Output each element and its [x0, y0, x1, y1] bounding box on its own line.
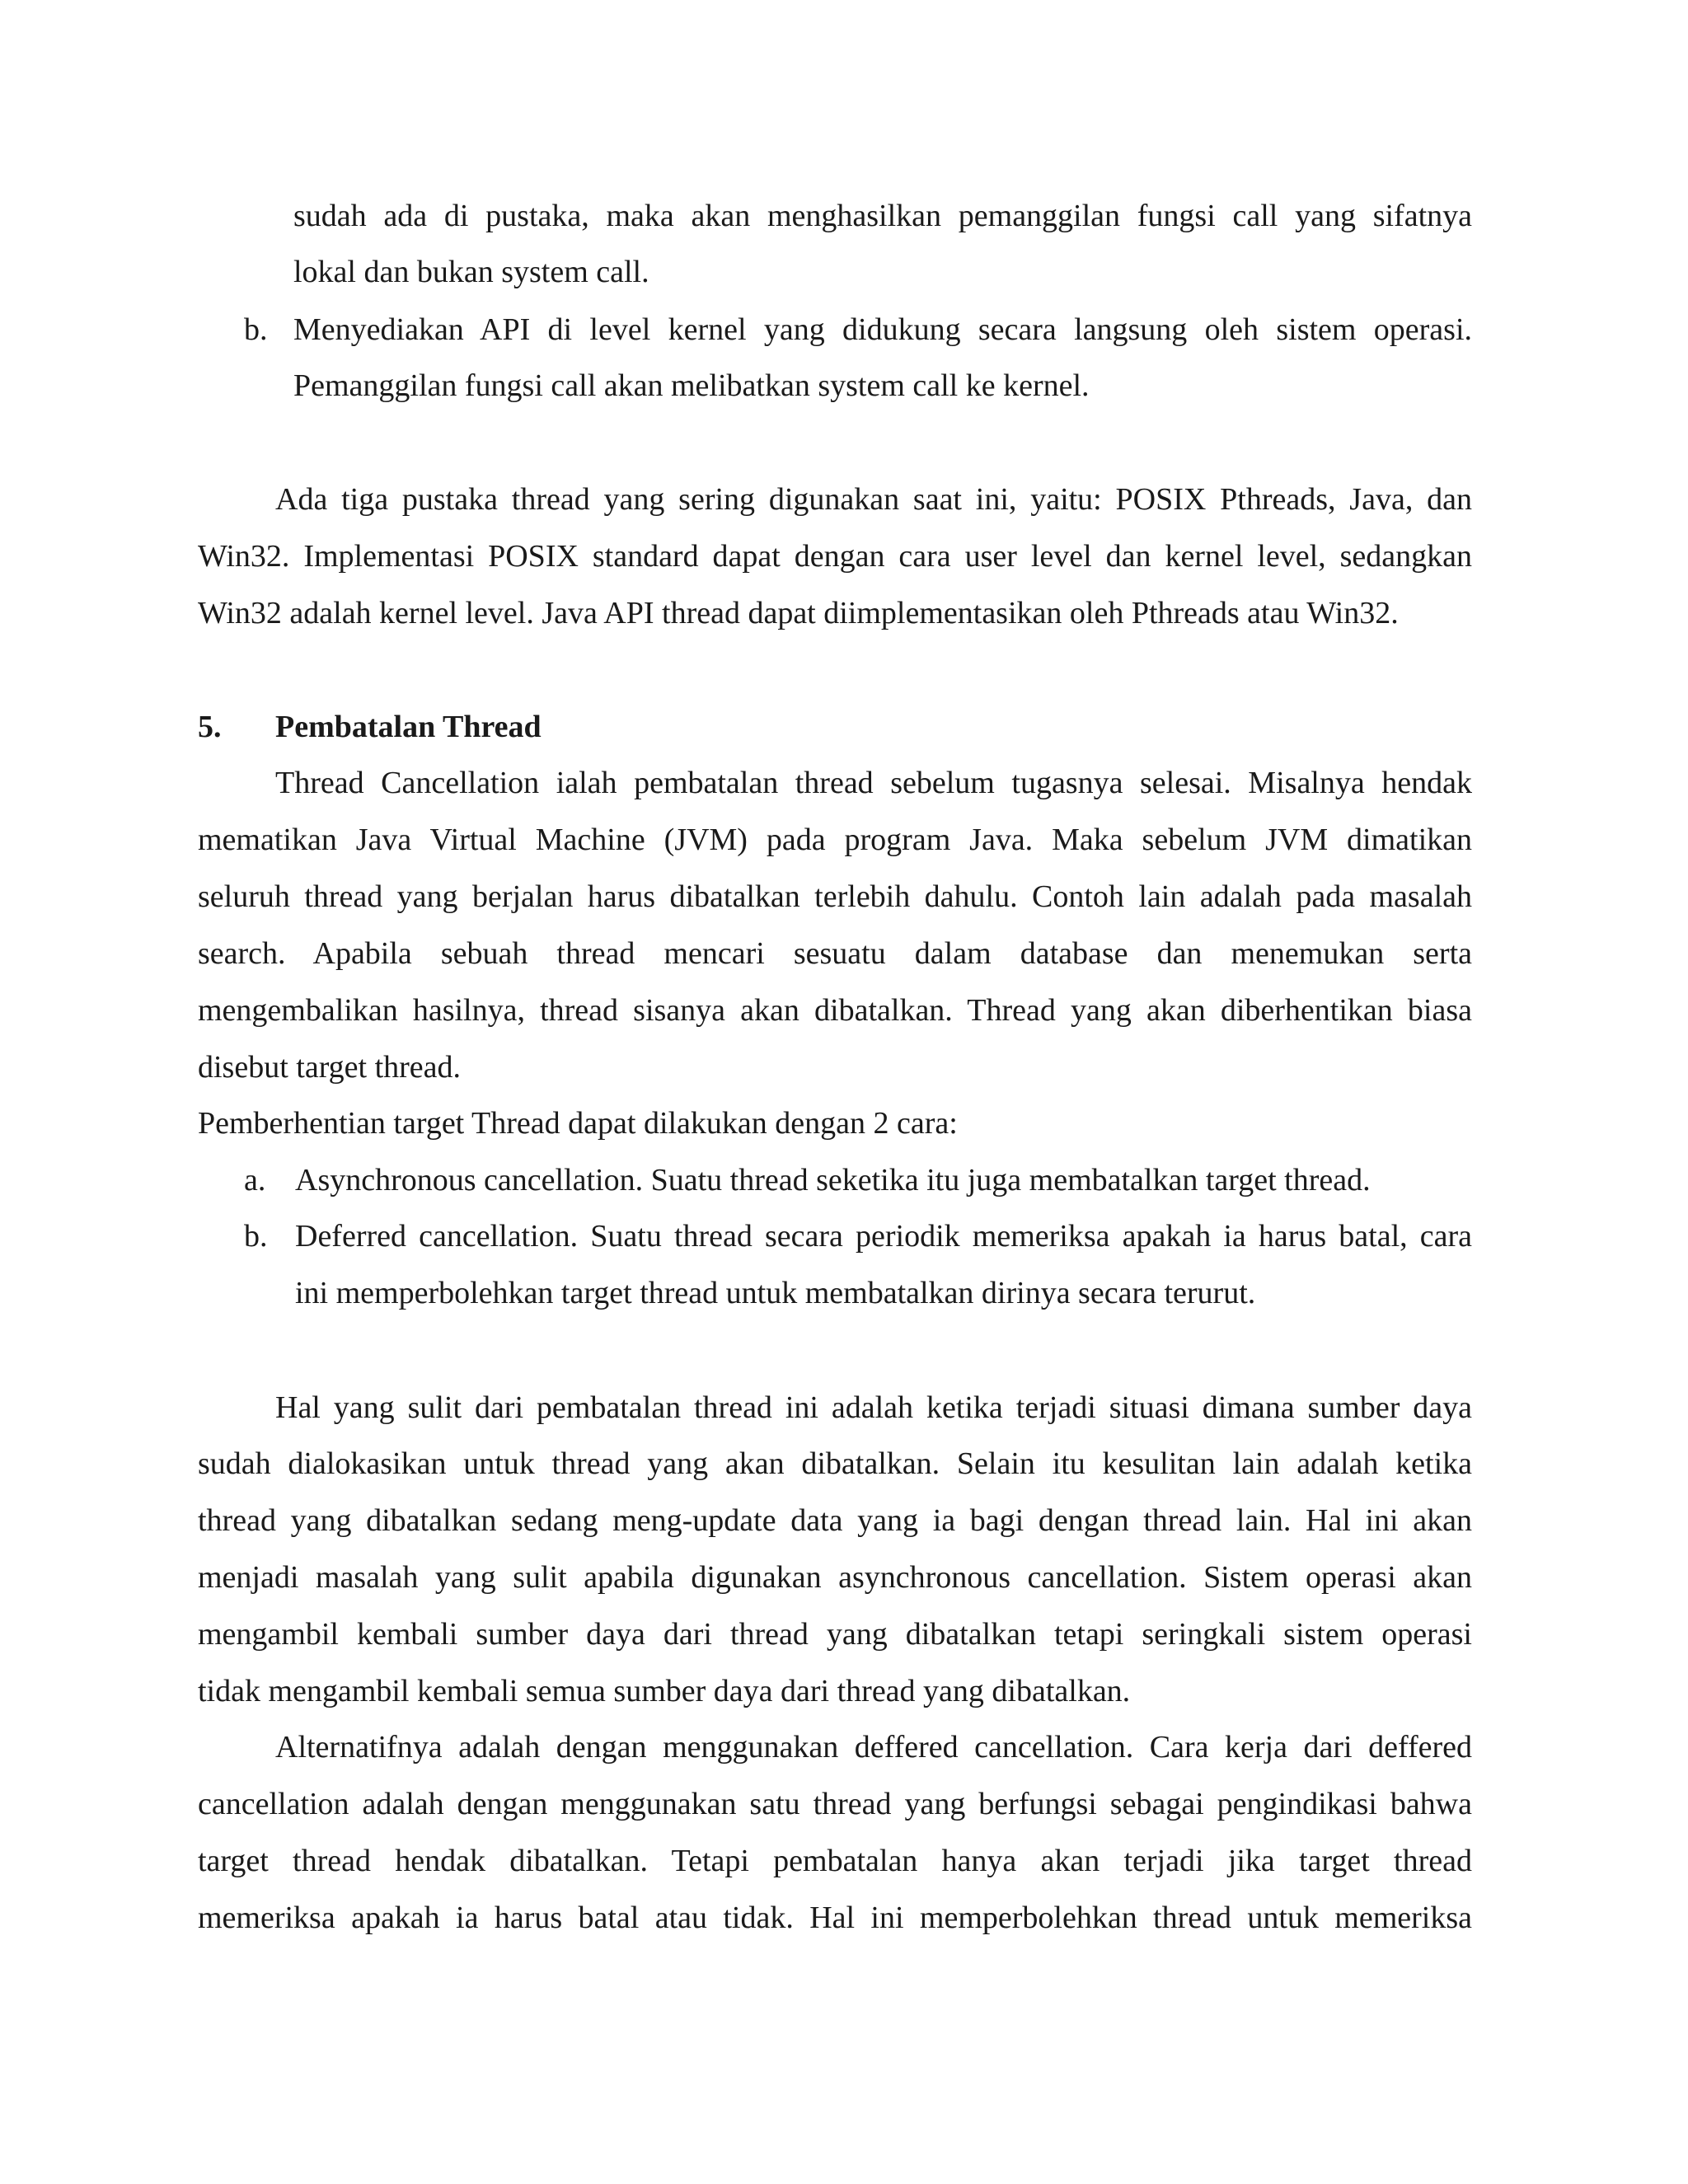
- list-item-a-continuation-line: sudah ada di pustaka, maka akan menghasilkan pemanggilan fungsi call yang sifatnya: [293, 199, 1472, 233]
- paragraph-line: mematikan Java Virtual Machine (JVM) pada program Java. Maka sebelum JVM dimatikan: [198, 823, 1472, 857]
- paragraph-line: Win32. Implementasi POSIX standard dapat dengan cara user level dan kernel level, sedangkan: [198, 539, 1472, 574]
- section-number: 5.: [198, 710, 222, 744]
- ways-intro-line: Pemberhentian target Thread dapat dilakukan dengan 2 cara:: [198, 1106, 958, 1141]
- paragraph-line: menjadi masalah yang sulit apabila digunakan asynchronous cancellation. Sistem operasi akan: [198, 1560, 1472, 1595]
- paragraph-line: Win32 adalah kernel level. Java API thread dapat diimplementasikan oleh Pthreads atau Win32.: [198, 596, 1399, 630]
- list-item-line: ini memperbolehkan target thread untuk membatalkan dirinya secara terurut.: [295, 1276, 1256, 1310]
- paragraph-line: mengembalikan hasilnya, thread sisanya akan dibatalkan. Thread yang akan diberhentikan biasa: [198, 993, 1472, 1028]
- list-item-line: Asynchronous cancellation. Suatu thread seketika itu juga membatalkan target thread.: [295, 1163, 1371, 1197]
- paragraph-line: Alternatifnya adalah dengan menggunakan deffered cancellation. Cara kerja dari deffered: [275, 1730, 1472, 1765]
- paragraph-line: thread yang dibatalkan sedang meng-update data yang ia bagi dengan thread lain. Hal ini akan: [198, 1503, 1472, 1538]
- paragraph-line: search. Apabila sebuah thread mencari sesuatu dalam database dan menemukan serta: [198, 936, 1472, 971]
- paragraph-line: mengambil kembali sumber daya dari thread yang dibatalkan tetapi seringkali sistem operasi: [198, 1617, 1472, 1652]
- paragraph-line: seluruh thread yang berjalan harus dibatalkan terlebih dahulu. Contoh lain adalah pada masalah: [198, 879, 1472, 914]
- paragraph-line: disebut target thread.: [198, 1050, 462, 1085]
- list-item-b-line: Menyediakan API di level kernel yang didukung secara langsung oleh sistem operasi.: [293, 312, 1472, 347]
- list-marker: b.: [244, 1219, 268, 1254]
- paragraph-line: Ada tiga pustaka thread yang sering digunakan saat ini, yaitu: POSIX Pthreads, Java, dan: [275, 482, 1472, 517]
- section-title: Pembatalan Thread: [275, 710, 542, 744]
- paragraph-line: cancellation adalah dengan menggunakan satu thread yang berfungsi sebagai pengindikasi bahwa: [198, 1787, 1472, 1821]
- list-item-b-line: Pemanggilan fungsi call akan melibatkan system call ke kernel.: [293, 368, 1090, 403]
- list-marker: b.: [244, 312, 268, 347]
- paragraph-line: sudah dialokasikan untuk thread yang akan dibatalkan. Selain itu kesulitan lain adalah ketika: [198, 1446, 1472, 1481]
- paragraph-line: Hal yang sulit dari pembatalan thread ini adalah ketika terjadi situasi dimana sumber daya: [275, 1390, 1472, 1425]
- paragraph-line: Thread Cancellation ialah pembatalan thread sebelum tugasnya selesai. Misalnya hendak: [275, 766, 1472, 800]
- list-marker: a.: [244, 1163, 266, 1197]
- list-item-a-continuation-line: lokal dan bukan system call.: [293, 255, 649, 289]
- list-item-line: Deferred cancellation. Suatu thread secara periodik memeriksa apakah ia harus batal, cara: [295, 1219, 1472, 1254]
- paragraph-line: memeriksa apakah ia harus batal atau tidak. Hal ini memperbolehkan thread untuk memeriksa: [198, 1900, 1472, 1935]
- paragraph-line: tidak mengambil kembali semua sumber daya dari thread yang dibatalkan.: [198, 1674, 1131, 1708]
- paragraph-line: target thread hendak dibatalkan. Tetapi pembatalan hanya akan terjadi jika target thread: [198, 1844, 1472, 1878]
